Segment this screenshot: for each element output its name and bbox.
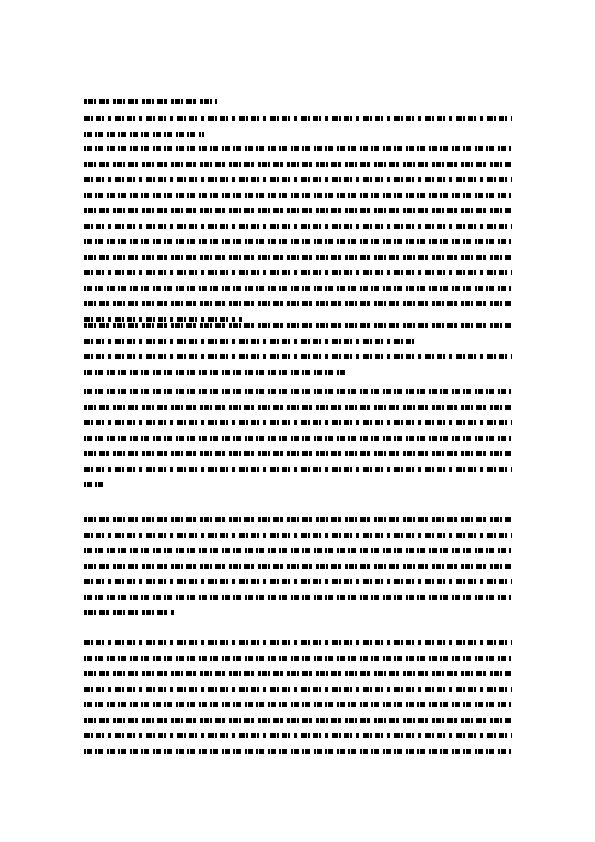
text-line bbox=[84, 177, 512, 182]
text-line bbox=[84, 270, 512, 275]
text-line bbox=[84, 370, 345, 375]
text-line bbox=[84, 420, 512, 425]
text-line bbox=[84, 208, 512, 213]
text-line bbox=[84, 99, 217, 104]
text-line bbox=[84, 749, 512, 754]
text-line bbox=[84, 718, 512, 723]
text-line bbox=[84, 286, 512, 291]
paragraph-3 bbox=[84, 323, 512, 354]
text-line bbox=[84, 595, 512, 600]
text-line bbox=[84, 564, 512, 569]
text-line bbox=[84, 467, 512, 472]
text-line bbox=[84, 656, 512, 661]
paragraph-4 bbox=[84, 354, 512, 385]
text-line bbox=[84, 146, 512, 151]
text-line bbox=[84, 702, 512, 707]
text-line bbox=[84, 482, 105, 487]
text-line bbox=[84, 224, 512, 229]
paragraph-6 bbox=[84, 517, 512, 626]
paragraph-5 bbox=[84, 389, 512, 498]
text-line bbox=[84, 339, 414, 344]
text-line bbox=[84, 579, 512, 584]
paragraph-1 bbox=[84, 116, 512, 147]
text-line bbox=[84, 301, 512, 306]
text-line bbox=[84, 533, 512, 538]
text-line bbox=[84, 733, 512, 738]
text-line bbox=[84, 193, 512, 198]
text-line bbox=[84, 548, 512, 553]
text-line bbox=[84, 451, 512, 456]
text-line bbox=[84, 239, 512, 244]
text-line bbox=[84, 162, 512, 167]
text-line bbox=[84, 517, 512, 522]
text-line bbox=[84, 671, 512, 676]
text-line bbox=[84, 405, 512, 410]
text-line bbox=[84, 610, 174, 615]
text-line bbox=[84, 132, 204, 137]
paragraph-7 bbox=[84, 640, 512, 764]
text-line bbox=[84, 317, 242, 322]
text-line bbox=[84, 255, 512, 260]
text-line bbox=[84, 687, 512, 692]
text-line bbox=[84, 436, 512, 441]
text-line bbox=[84, 389, 512, 394]
paragraph-2 bbox=[84, 146, 512, 332]
text-line bbox=[84, 640, 512, 645]
text-line bbox=[84, 354, 512, 359]
text-line bbox=[84, 116, 512, 121]
text-line bbox=[84, 323, 512, 328]
title-block bbox=[84, 99, 512, 115]
